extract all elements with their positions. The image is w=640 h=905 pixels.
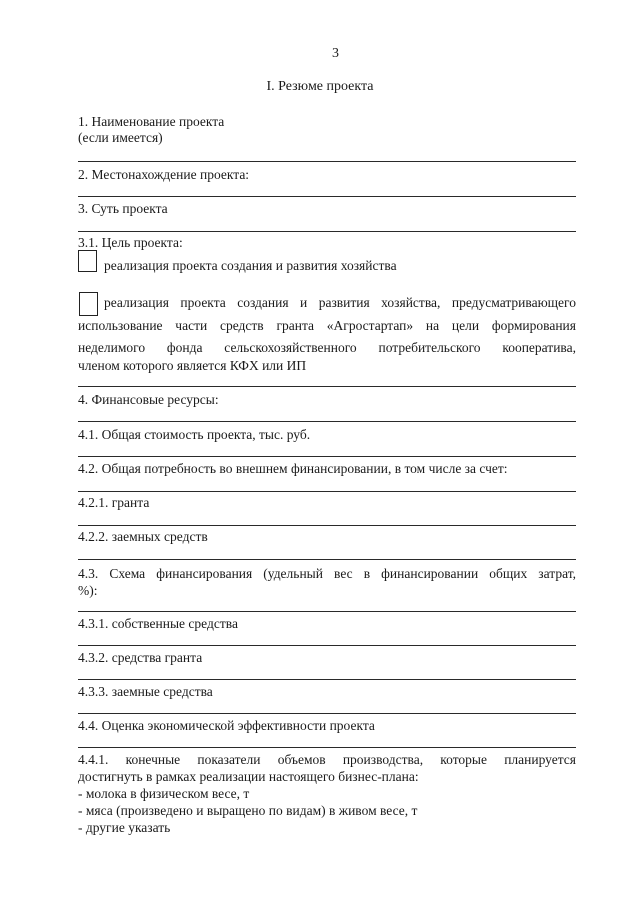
section-4-input-line[interactable] xyxy=(78,421,576,422)
page-number: 3 xyxy=(332,46,339,61)
section-4-3-3-input-line[interactable] xyxy=(78,713,576,714)
section-4-4-input-line[interactable] xyxy=(78,747,576,748)
option-2-line-2: использование части средств гранта «Агростартап» на цели формирования xyxy=(78,318,576,333)
section-4-2-1-input-line[interactable] xyxy=(78,525,576,526)
section-4-3-1-label: 4.3.1. собственные средства xyxy=(78,616,238,631)
page-title: I. Резюме проекта xyxy=(266,79,374,94)
section-3-1-label: 3.1. Цель проекта: xyxy=(78,235,183,250)
section-3-input-line[interactable] xyxy=(78,231,576,232)
option-1-checkbox[interactable] xyxy=(78,250,97,272)
section-4-label: 4. Финансовые ресурсы: xyxy=(78,392,219,407)
option-1-label: реализация проекта создания и развития хозяйства xyxy=(104,258,397,273)
section-4-2-2-input-line[interactable] xyxy=(78,559,576,560)
option-2-line-1: реализация проекта создания и развития хозяйства, предусматривающего xyxy=(104,295,576,310)
section-2-input-line[interactable] xyxy=(78,196,576,197)
section-4-3-line-2: %): xyxy=(78,583,98,598)
section-4-4-1-line-1: 4.4.1. конечные показатели объемов производства, которые планируется xyxy=(78,752,576,767)
section-3-label: 3. Суть проекта xyxy=(78,201,168,216)
list-item-meat: - мяса (произведено и выращено по видам) в живом весе, т xyxy=(78,803,418,818)
section-4-2-label: 4.2. Общая потребность во внешнем финансировании, в том числе за счет: xyxy=(78,461,508,476)
section-2-label: 2. Местонахождение проекта: xyxy=(78,167,250,182)
section-1-note: (если имеется) xyxy=(78,130,163,145)
section-4-3-2-label: 4.3.2. средства гранта xyxy=(78,650,203,665)
section-4-4-1-line-2: достигнуть в рамках реализации настоящего бизнес-плана: xyxy=(78,769,419,784)
section-4-3-2-input-line[interactable] xyxy=(78,679,576,680)
option-2-line-3: неделимого фонда сельскохозяйственного потребительского кооператива, xyxy=(78,340,576,355)
section-4-2-1-label: 4.2.1. гранта xyxy=(78,495,150,510)
section-4-3-1-input-line[interactable] xyxy=(78,645,576,646)
section-1-label: 1. Наименование проекта xyxy=(78,114,225,129)
section-4-4-label: 4.4. Оценка экономической эффективности проекта xyxy=(78,718,375,733)
list-item-other: - другие указать xyxy=(78,820,171,835)
section-4-3-input-line[interactable] xyxy=(78,611,576,612)
list-item-milk: - молока в физическом весе, т xyxy=(78,786,250,801)
section-4-2-2-label: 4.2.2. заемных средств xyxy=(78,529,208,544)
option-2-checkbox[interactable] xyxy=(79,292,98,316)
option-2-line-4: членом которого является КФХ или ИП xyxy=(78,358,307,373)
section-1-input-line[interactable] xyxy=(78,161,576,162)
section-4-3-line-1: 4.3. Схема финансирования (удельный вес в финансировании общих затрат, xyxy=(78,566,576,581)
section-4-1-label: 4.1. Общая стоимость проекта, тыс. руб. xyxy=(78,427,311,442)
section-3-1-input-line[interactable] xyxy=(78,386,576,387)
section-4-2-input-line[interactable] xyxy=(78,491,576,492)
section-4-3-3-label: 4.3.3. заемные средства xyxy=(78,684,213,699)
section-4-1-input-line[interactable] xyxy=(78,456,576,457)
